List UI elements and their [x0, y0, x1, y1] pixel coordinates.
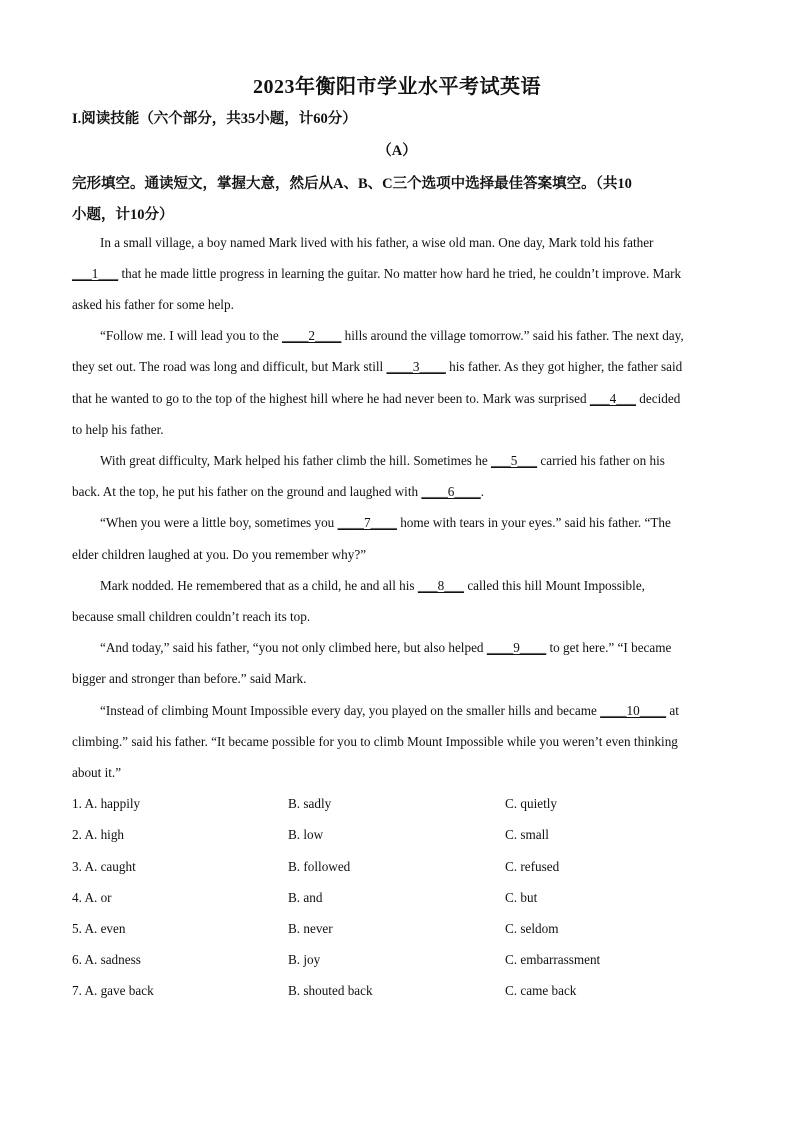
passage-line [100, 578, 645, 594]
passage-line [100, 453, 665, 469]
option-c: C. embarrassment [505, 952, 601, 967]
passage-text: With great difficulty, Mark helped his father climb the hill. Sometimes he [100, 453, 491, 468]
passage-text: . [480, 484, 485, 499]
option-c: C. quietly [505, 796, 558, 811]
blank-7: ____7____ [337, 515, 397, 530]
section-heading: I.阅读技能（六个部分，共35小题，计60分） [72, 111, 357, 127]
passage-line [100, 703, 679, 719]
instructions-line-2: 小题，计10分） [72, 207, 174, 223]
option-a: 4. A. or [72, 890, 112, 905]
option-a: 1. A. happily [72, 796, 141, 811]
blank-2: ____2____ [282, 328, 342, 343]
passage-line: about it.” [72, 765, 122, 780]
passage-line: In a small village, a boy named Mark lived with his father, a wise old man. One day, Mark told his father [100, 235, 654, 250]
blank-4: ___4___ [589, 391, 636, 406]
passage-text: home with tears in your eyes.” said his father. “The [396, 515, 671, 530]
option-c: C. small [505, 827, 549, 842]
passage-line: climbing.” said his father. “It became possible for you to climb Mount Impossible while you weren’t even thinking [72, 734, 678, 749]
passage-text: hills around the village tomorrow.” said his father. The next day, [341, 328, 684, 343]
passage-line [72, 484, 484, 500]
option-b: B. shouted back [288, 983, 373, 998]
passage-text: that he made little progress in learning the guitar. No matter how hard he tried, he couldn’t improve. Mark [118, 266, 682, 281]
passage-text: carried his father on his [537, 453, 665, 468]
part-label: （A） [377, 143, 417, 159]
passage-line [72, 391, 680, 407]
option-b: B. followed [288, 859, 351, 874]
blank-9: ____9____ [486, 640, 547, 655]
passage-line: asked his father for some help. [72, 297, 234, 312]
blank-8: ___8___ [417, 578, 465, 593]
option-b: B. sadly [288, 796, 332, 811]
passage-text: back. At the top, he put his father on the ground and laughed with [72, 484, 422, 499]
passage-line: bigger and stronger than before.” said Mark. [72, 671, 307, 686]
passage-text: they set out. The road was long and difficult, but Mark still [72, 359, 387, 374]
option-a: 5. A. even [72, 921, 126, 936]
passage-line [72, 359, 682, 375]
option-a: 7. A. gave back [72, 983, 154, 998]
option-a: 2. A. high [72, 827, 125, 842]
blank-5: ___5___ [490, 453, 538, 468]
passage-line [100, 328, 684, 344]
passage-text: “And today,” said his father, “you not only climbed here, but also helped [100, 640, 487, 655]
passage-text: to get here.” “I became [546, 640, 672, 655]
passage-text: “Follow me. I will lead you to the [100, 328, 283, 343]
passage-line [72, 266, 681, 282]
passage-text: at [666, 703, 679, 718]
passage-text: his father. As they got higher, the father said [445, 359, 683, 374]
option-c: C. came back [505, 983, 577, 998]
passage-line: to help his father. [72, 422, 164, 437]
passage-line: elder children laughed at you. Do you remember why?” [72, 547, 367, 562]
blank-10: ____10____ [600, 703, 667, 718]
option-c: C. seldom [505, 921, 559, 936]
blank-1: ___1___ [72, 266, 119, 281]
passage-line [100, 640, 671, 656]
option-b: B. low [288, 827, 324, 842]
passage-line [100, 515, 671, 531]
passage-line: because small children couldn’t reach its top. [72, 609, 311, 624]
passage-text: that he wanted to go to the top of the highest hill where he had never been to. Mark was surprised [72, 391, 590, 406]
passage-text: decided [636, 391, 681, 406]
option-a: 6. A. sadness [72, 952, 141, 967]
blank-3: ____3____ [386, 359, 446, 374]
passage-text: “Instead of climbing Mount Impossible every day, you played on the smaller hills and became [100, 703, 601, 718]
blank-6: ____6____ [421, 484, 481, 499]
option-b: B. and [288, 890, 323, 905]
option-a: 3. A. caught [72, 859, 136, 874]
instructions-line-1: 完形填空。通读短文，掌握大意，然后从A、B、C三个选项中选择最佳答案填空。（共10 [72, 176, 632, 192]
page-title: 2023年衡阳市学业水平考试英语 [253, 76, 541, 98]
option-b: B. never [288, 921, 333, 936]
option-b: B. joy [288, 952, 321, 967]
passage-text: called this hill Mount Impossible, [464, 578, 645, 593]
option-c: C. but [505, 890, 538, 905]
passage-text: “When you were a little boy, sometimes you [100, 515, 338, 530]
option-c: C. refused [505, 859, 560, 874]
passage-text: Mark nodded. He remembered that as a child, he and all his [100, 578, 418, 593]
